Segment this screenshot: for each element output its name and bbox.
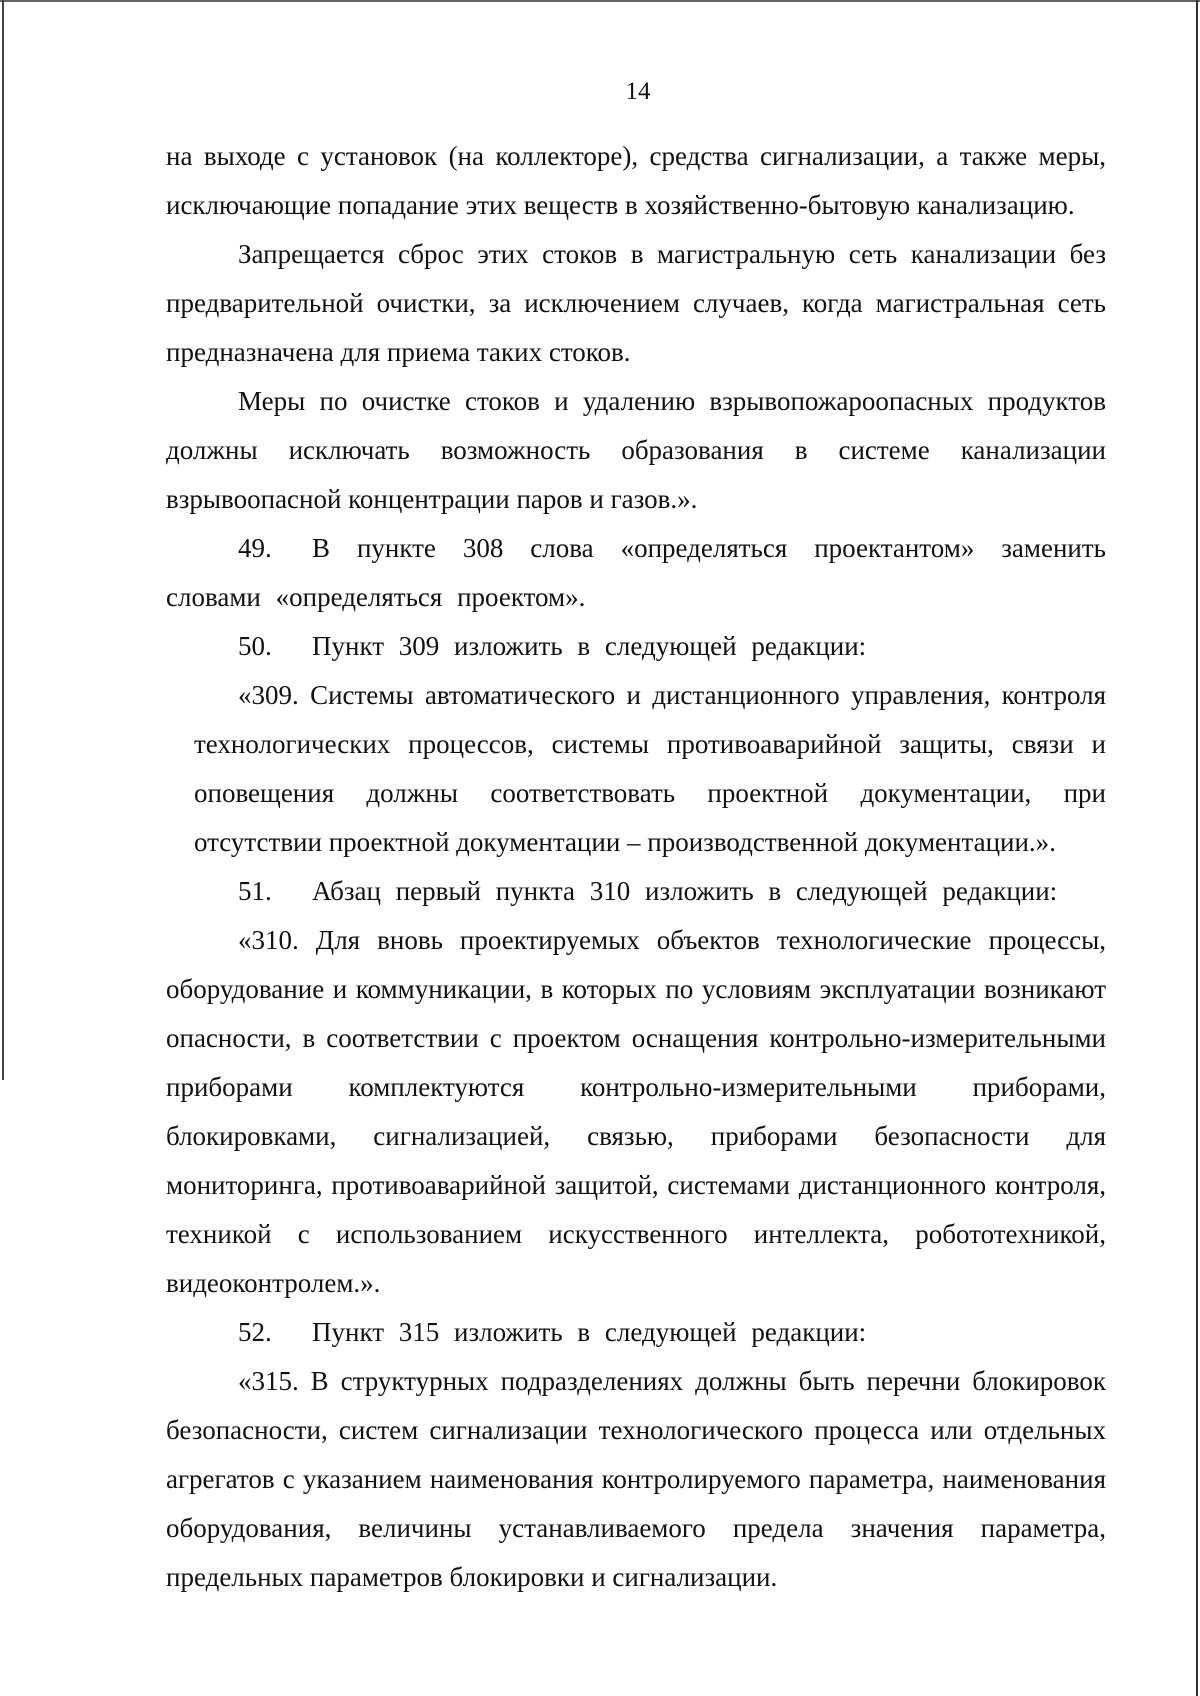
item-49 — [166, 524, 1106, 622]
paragraph-discharge-ban — [166, 230, 1106, 377]
item-text: В пункте 308 слова «определяться проектантом» заменить словами «определяться проектом». — [166, 533, 1106, 612]
scan-border-left — [2, 0, 4, 1080]
page-number: 14 — [625, 78, 651, 105]
paragraph-text: «310. Для вновь проектируемых объектов технологические процессы, оборудование и коммуникации, в которых по условиям эксплуатации возникают опасности, в соответствии с проектом оснащения контрольно-измерительными приборами комплектуются контрольно-измерительными приборами, блокировками, сигнализацией, связью, приборами безопасности для мониторинга, противоаварийной защитой, системами дистанционного контроля, техникой с использованием искусственного интеллекта, робототехникой, видеоконтролем.». — [166, 925, 1106, 1298]
paragraph-continuation — [166, 132, 1106, 230]
paragraph-text: «309. Системы автоматического и дистанционного управления, контроля технологических процессов, системы противоаварийной защиты, связи и оповещения должны соответствовать проектной документации, при отсутствии проектной документации – производственной документации.». — [194, 680, 1106, 857]
item-text: Абзац первый пункта 310 изложить в следующей редакции: — [312, 876, 1058, 906]
paragraph-text: Меры по очистке стоков и удалению взрывопожароопасных продуктов должны исключать возможность образования в системе канализации взрывоопасной концентрации паров и газов.». — [166, 386, 1106, 514]
paragraph-cleaning-measures — [166, 377, 1106, 524]
paragraph-text: «315. В структурных подразделениях должны быть перечни блокировок безопасности, систем сигнализации технологического процесса или отдельных агрегатов с указанием наименования контролируемого параметра, наименования оборудования, величины устанавливаемого предела значения параметра, предельных параметров блокировки и сигнализации. — [166, 1366, 1106, 1592]
item-50 — [166, 622, 1106, 671]
item-text: Пункт 315 изложить в следующей редакции: — [312, 1317, 867, 1347]
quote-315 — [166, 1357, 1106, 1602]
quote-309 — [166, 671, 1106, 867]
scan-border-top — [0, 0, 1200, 2]
scan-border-right — [1196, 0, 1198, 1696]
item-52 — [166, 1308, 1106, 1357]
paragraph-text: Запрещается сброс этих стоков в магистральную сеть канализации без предварительной очистки, за исключением случаев, когда магистральная сеть предназначена для приема таких стоков. — [166, 239, 1106, 367]
document-body — [166, 132, 1106, 1602]
item-text: Пункт 309 изложить в следующей редакции: — [312, 631, 867, 661]
item-number: 52. — [238, 1317, 272, 1347]
quote-310 — [166, 916, 1106, 1308]
item-51 — [166, 867, 1106, 916]
item-number: 49. — [238, 533, 272, 563]
paragraph-text: на выходе с установок (на коллекторе), средства сигнализации, а также меры, исключающие попадание этих веществ в хозяйственно-бытовую канализацию. — [166, 141, 1106, 220]
item-number: 51. — [238, 876, 272, 906]
item-number: 50. — [238, 631, 272, 661]
